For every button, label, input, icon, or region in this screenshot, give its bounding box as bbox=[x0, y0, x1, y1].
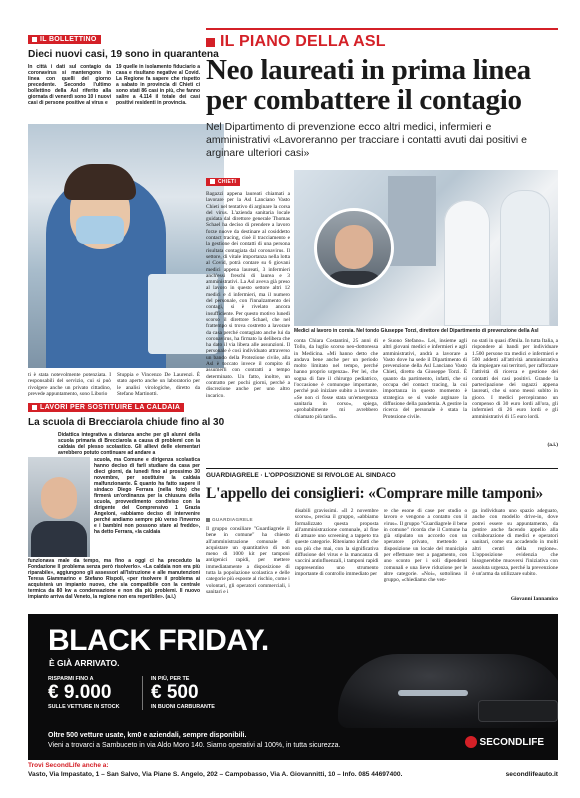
main-lead-col: Bagazzi appena laureati chiamati a lavorare per la Asl Lanciano Vasto Chieti nel tentativo di arginare la corsa del virus. L'azienda sanitaria locale guidata dal direttore generale Thomas Schael ha deciso di prendere a lavoro forze nuove da destinare al cosiddetto contact tracing, cioè il tracciamento e la gestione dei contatti di una persona risultata contagiata dal coronavirus. Il settore, di vitale importanza nella lotta al Covid, potrà contare su 6 giovani medici appena laureati, 3 infermieri anch'essi freschi di laurea e 3 amministrativi. La Asl aveva già preso al lavoro in questo settore altri 12 medici e 4 infermieri, ma il numero del personale, con l'innalzamento dei contagi, si è rivelato ancora insufficiente. Per questo motivo lunedì scorso il direttore Schael, che nel frattempo si trova costretto a lavorare da casa perché contagiato anche lui da coronavirus, ha firmato la delibera che ha dato il via libera alle assunzioni. Il personale è così individuato attraverso un bando della Protezione civile, alla Asl è toccato invece il compito di assumerli con contratti a tempo determinato. Un fatto, inoltre, un contratto per pochi giorni, perché a discrezione anche per uno altro incarico. bbox=[206, 191, 290, 399]
ad-line1: Oltre 500 vetture usate, km0 e aziendali, sempre disponibili. bbox=[48, 732, 247, 739]
guardiagrele-sign: Giovanni Iannamico bbox=[510, 596, 558, 602]
photo-caption: Medici al lavoro in corsia. Nel tondo Giuseppe Torzi, direttore del Dipartimento di prevenzione della Asl bbox=[294, 328, 539, 334]
ad-line2: Vieni a trovarci a Sambuceto in via Aldo Moro 140. Siamo operativi al 100%, in tutta sicurezza. bbox=[48, 742, 341, 749]
ad-box1-label: RISPARMI FINO A bbox=[48, 676, 94, 682]
ad-footer-title: Trovi SecondLife anche a: bbox=[28, 762, 109, 769]
lab-photo bbox=[28, 124, 224, 368]
secondlife-logo-icon bbox=[465, 736, 477, 748]
main-headline: Neo laureati in prima linea per combattere il contagio bbox=[206, 54, 531, 116]
bollettino-col2: 19 quelle in isolamento fiduciario a casa e risultano negative al Covid. La Regione fa sapere che rispetto a sabato in provincia di Chieti ci sono stati 86 casi in più, che fanno salire a 4.114 il totale dei casi positivi residenti in provincia. bbox=[116, 64, 200, 106]
under-photo-col1: ti è stata notevolmente potenziata. I responsabili del servizio, cui si può rivolgere anche un privato cittadino, prevede appuntamento, sono Liborio bbox=[28, 372, 111, 397]
guardiagrele-col3: re che esone di case per studio o lavoro e vengono a contatto con il virus». Il gruppo "Guardiagrele il bene in comune" ricorda che il Comune ha già stipulato un accordo con un operatore privato, mettendo a disposizione un locale del municipio per effettuare test a pagamento, con uno sconto per i soli dipendenti comunali e una lieve riduzione per le altre categorie. «Noi», sottolinea il gruppo, «chiediamo che ven- bbox=[383, 508, 468, 584]
bollettino-kicker: IL BOLLETTINO bbox=[28, 35, 101, 44]
guardiagrele-headline: L'appello dei consiglieri: «Comprare mille tamponi» bbox=[206, 485, 543, 502]
guardiagrele-kicker: GUARDIAGRELE · L'OPPOSIZIONE SI RIVOLGE AL SINDACO bbox=[206, 472, 396, 479]
ad-box1-value: € 9.000 bbox=[48, 682, 112, 703]
under-photo-col2: Stuppia e Vincenzo De Laurenzi. È stato aperto anche un laboratorio per le analisi virologiche, diretto da Stefano Martinotti. bbox=[117, 372, 200, 397]
ad-headline: BLACK FRIDAY. bbox=[48, 624, 269, 657]
lavori-title: La scuola di Brecciarola chiude fino al 30 bbox=[28, 417, 225, 428]
shelf bbox=[388, 176, 436, 266]
main-col-c-sign: (a.i.) bbox=[547, 442, 558, 448]
main-article bbox=[206, 28, 558, 468]
ad-box-savings bbox=[48, 676, 134, 710]
guardiagrele-rule bbox=[206, 468, 558, 469]
main-col-c: no stati in quasi 49mila. In tutta Italia, a rispondere ai bandi per individuare 1.500 persone tra medici e infermieri e 500 addetti all'attività amministrativa da impiegare sui territori, per rafforzare l'attività di ricerca e gestione dei contatti dei casi positivi. Grande la partecipazione dei ragazzi appena laureati, che si sono messi subito in gioco. I medici percepiranno un compenso di 30 euro lordi all'ora, gli infermieri di 26 euro lordi e gli amministrativi di 15 euro lordi. bbox=[472, 338, 558, 420]
top-rule bbox=[206, 28, 558, 30]
guardiagrele-article bbox=[206, 468, 558, 610]
ad-box2-value: € 500 bbox=[151, 682, 199, 703]
portrait-suit bbox=[323, 271, 385, 288]
lavori-full: funzionava male da tempo, ma fino a oggi ci ha preceduto la Fondazione Il problema senza però risolverlo». «La caldaia non era più riparabile», aggiungono gli assessori all'Istruzione e alle manutenzioni Teresa Giammarino e Stefano Rispoli, «per risolvere il problema ai acquisterà un impianto nuovo, che sia compatibile con la centrale termica da 80 kw a condensazione e non dia più problemi. Il nuovo impianto arriva dal Veneto, la regione non era reperibile». (a.i.) bbox=[28, 558, 200, 600]
hair bbox=[64, 164, 136, 200]
ad-box2-label: IN PIÙ, PER TE bbox=[151, 676, 190, 682]
guardiagrele-col2: disabili gravissimi. «Il 2 novembre scorso», precisa il gruppo, «abbiamo formalizzato questa proposta all'amministrazione comunale, al fine di attuare uno screening a tappeto tra queste categorie. Riteniamo infatti che ora più che mai, con la significativa diffusione del virus e la mancanza di vaccini antinfluenzali, i tamponi rapidi rappresentino uno strumento importante di controllo immediato per bbox=[294, 508, 379, 577]
car-headlight bbox=[398, 690, 468, 696]
main-kicker: IL PIANO DELLA ASL bbox=[206, 33, 558, 51]
kicker-square-icon bbox=[206, 38, 215, 47]
ad-footer-url[interactable]: secondlifeauto.it bbox=[505, 771, 558, 778]
left-column bbox=[28, 28, 225, 614]
secondlife-logo-text: SECONDLIFE bbox=[479, 736, 544, 748]
main-standfirst: Nel Dipartimento di prevenzione ecco altri medici, infermieri e amministrativi «Lavoreranno per tracciare i contatti avuti dai positivi e arginare ulteriori casi» bbox=[206, 121, 527, 159]
guardiagrele-col4: ga individuato uno spazio adeguato, anche con modello drive-in, dove potrei essere su appuntamento, da gestire anche facendo appello alla collaborazione di medici e operatori sanitari, come sta accadendo in molti altri centri della regione». L'opposizione evidenzia che bisognerebbe muoversi l'iniziativa con assoluta urgenza, perché la prevenzione è un'arma da utilizzare subito. bbox=[472, 508, 558, 577]
ad-box2-note: IN BUONI CARBURANTE bbox=[151, 704, 215, 710]
mayor-photo bbox=[28, 457, 90, 557]
lavori-intro: Didattica integrativa a distanza anche per gli alunni della scuola primaria di Brecciarola a causa di problemi con la caldaia del plesso scolastico. Gli allievi delle elementari avrebbero potuto continuare ad andare a bbox=[58, 432, 200, 456]
car-graphic bbox=[338, 624, 558, 736]
ad-box1-note: SULLE VETTURE IN STOCK bbox=[48, 704, 120, 710]
guardiagrele-dateline: GUARDIAGRELE bbox=[206, 517, 253, 522]
doctor-figure-left bbox=[444, 200, 490, 326]
portrait-circle bbox=[314, 208, 394, 288]
ad-footer bbox=[28, 762, 558, 786]
lavori-kicker: LAVORI PER SOSTITUIRE LA CALDAIA bbox=[28, 403, 184, 412]
ad-footer-line: Vasto, Via Impastato, 1 – San Salvo, Via Piane S. Angelo, 202 – Campobasso, Via A. Giovannitti, 10 – Info. 085 44697400. bbox=[28, 771, 403, 778]
lavori-wrap: scuola, ma Comune e dirigenza scolastica hanno deciso di farli studiare da casa per dieci giorni, da lunedì fino al prossimo 30 novembre, per sostituire la caldaia malfunzionante. È quanto ha fatto sapere il sindaco Diego Ferrara (nella foto) che firmerà un'ordinanza per la chiusura della scuola, provvedimento condiviso con la dirigente del Comprensivo 1 Grazia Angeloni, «abbiamo deciso di intervenire perché andiamo sempre più verso l'inverno e i bambini non possono stare al freddo», ha detto Ferrara, «la caldaia bbox=[94, 457, 200, 535]
mayor-face bbox=[41, 477, 77, 519]
ad-sub: È GIÀ ARRIVATO. bbox=[49, 658, 120, 668]
portrait-face bbox=[335, 225, 373, 269]
bollettino-col1: In città i dati sul contagio da coronavirus si mantengono in linea con quelli del giorno precedente. Secondo l'ultimo bollettino della Asl riferito alla giornata di venerdì sono 10 i nuovi casi di persone positive al virus e bbox=[28, 64, 111, 106]
ad-box-bonus bbox=[151, 676, 231, 710]
main-dateline: CHIETI bbox=[206, 178, 240, 186]
face-mask bbox=[76, 216, 124, 244]
guardiagrele-col1: Il gruppo consiliare "Guardiagrele il bene in comune" ha chiesto all'amministrazione comunale di acquistare un quantitativo di non meno di 1000 kit per tamponi antigenici rapidi, per mettere immediatamente a disposizione di tutta la popolazione scolastica e delle categorie più esposte al rischio, come i volontari, gli operatori commerciali, i sanitari e i bbox=[206, 526, 290, 595]
blackfriday-ad bbox=[28, 614, 558, 760]
main-photo bbox=[294, 170, 558, 326]
secondlife-logo bbox=[465, 736, 544, 748]
doctor-figure-right bbox=[500, 190, 550, 326]
mayor-suit bbox=[31, 521, 87, 557]
car-grille bbox=[478, 700, 558, 722]
main-col-a: conta Chiara Costantini, 25 anni di Tollo, da luglio scorso neo-dottoressa in Medicina. «Mi hanno detto che andava bene anche per un periodo molto limitato nel tempo, perché hanno proprio urgenza». Per lei, che sogna di fare il chirurgo pediatrico, l'occasione è comunque importante, perché può iniziare subito a lavorare. «Se non ci fosse stata un'emergenza sanitaria in corso», spiega, «probabilmente mi avrebbero chiamato più tardi». bbox=[294, 338, 378, 420]
ad-box-divider bbox=[142, 676, 143, 710]
bollettino-title: Dieci nuovi casi, 19 sono in quarantena bbox=[28, 49, 219, 60]
main-col-b: e Suono Stefano». Lei, insieme agli altri giovani medici e infermieri e agli amministrativi, andrà a lavorare a Vasto dove ha sede il Dipartimento di prevenzione della Asl Lanciano Vasto Chieti, diretto da Giuseppe Torzi. È quanto da partimento, infatti, che si occupa del contact tracing, la cui importanza in questo momento è strategica se si vuole arginare la diffusione della pandemia. A gestire la ricerca del personale è stata la Protezione civile. bbox=[383, 338, 467, 420]
